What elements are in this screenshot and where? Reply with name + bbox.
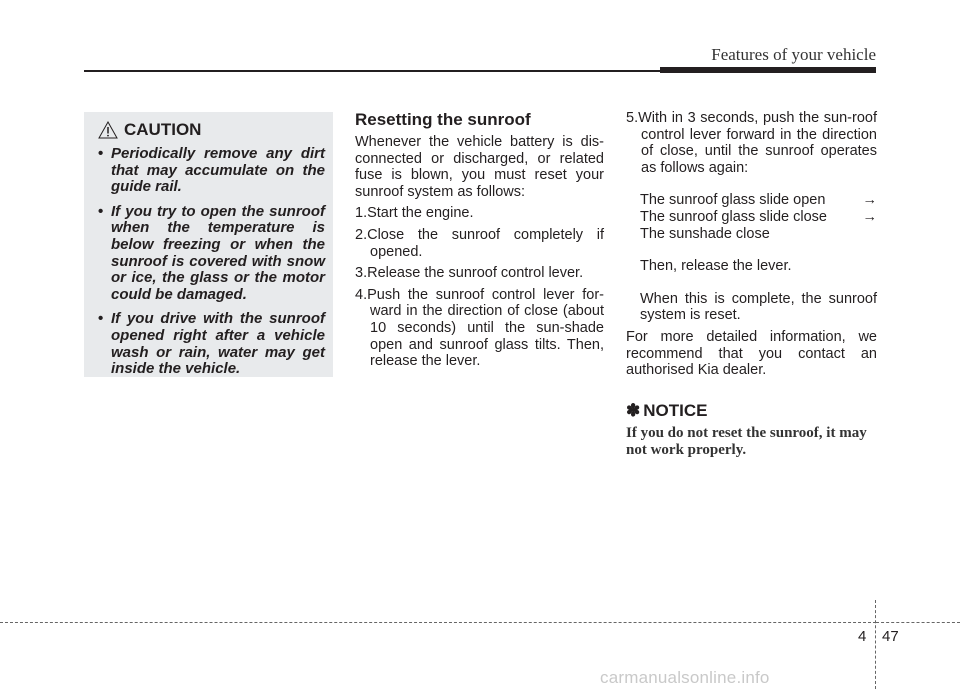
watermark: carmanualsonline.info xyxy=(600,668,770,687)
caution-title: CAUTION xyxy=(124,120,202,139)
sequence-item: The sunroof glass slide close → xyxy=(640,208,877,225)
sequence-list xyxy=(626,192,877,242)
release-text: Then, release the lever. xyxy=(640,258,792,275)
caution-item: • If you drive with the sunroof opened right after a vehicle wash or rain, water may get inside the vehicle. xyxy=(98,310,325,378)
notice-title: NOTICE xyxy=(643,400,708,420)
step-1: 1.Start the engine. xyxy=(355,205,474,222)
page-number: 47 xyxy=(882,628,899,645)
bullet-icon: • xyxy=(98,310,104,328)
caution-list xyxy=(98,146,325,378)
header-rule xyxy=(84,70,660,72)
bullet-icon: • xyxy=(98,202,104,220)
sequence-item: The sunroof glass slide open → xyxy=(640,192,877,209)
step-2: 2.Close the sunroof completely if opened. xyxy=(355,226,604,260)
arrow-right-icon: → xyxy=(862,208,877,225)
caution-box xyxy=(84,112,333,377)
arrow-right-icon: → xyxy=(862,192,877,209)
more-info-text: For more detailed information, we recommend that you contact an authorised Kia dealer. xyxy=(626,328,877,379)
section-intro: Whenever the vehicle battery is dis-connected or discharged, or related fuse is blown, you must reset your sunroof system as follows: xyxy=(355,134,604,200)
footer-rule-right xyxy=(876,622,960,623)
page-header-title: Features of your vehicle xyxy=(711,45,876,64)
step-3: 3.Release the sunroof control lever. xyxy=(355,265,584,282)
step-5: 5.With in 3 seconds, push the sun-roof control lever forward in the direction of close, until the sunroof operates as follows again: xyxy=(626,110,877,176)
step-4: 4.Push the sunroof control lever for-ward in the direction of close (about 10 seconds) until the sun-shade open and sunroof glass tilts. Then, release the lever. xyxy=(355,286,604,370)
continuation-column xyxy=(626,110,877,459)
header-rule-thick xyxy=(660,67,876,73)
notice-heading xyxy=(626,401,877,421)
notice-icon: ✽ xyxy=(626,400,641,420)
complete-text: When this is complete, the sunroof system is reset. xyxy=(640,290,877,324)
notice-text: If you do not reset the sunroof, it may not work properly. xyxy=(626,424,867,458)
warning-triangle-icon xyxy=(98,121,118,139)
bullet-icon: • xyxy=(98,145,104,162)
sequence-item: The sunshade close xyxy=(640,225,770,242)
section-title: Resetting the sunroof xyxy=(355,110,531,129)
caution-item: • If you try to open the sunroof when the temperature is below freezing or when the sunroof is covered with snow or ice, the glass or the motor could be damaged. xyxy=(98,202,325,303)
footer-rule xyxy=(0,622,876,623)
chapter-number: 4 xyxy=(858,628,867,645)
resetting-column xyxy=(355,110,604,370)
caution-item: • Periodically remove any dirt that may accumulate on the guide rail. xyxy=(98,145,325,196)
footer-divider xyxy=(875,600,876,689)
caution-heading xyxy=(98,120,325,140)
